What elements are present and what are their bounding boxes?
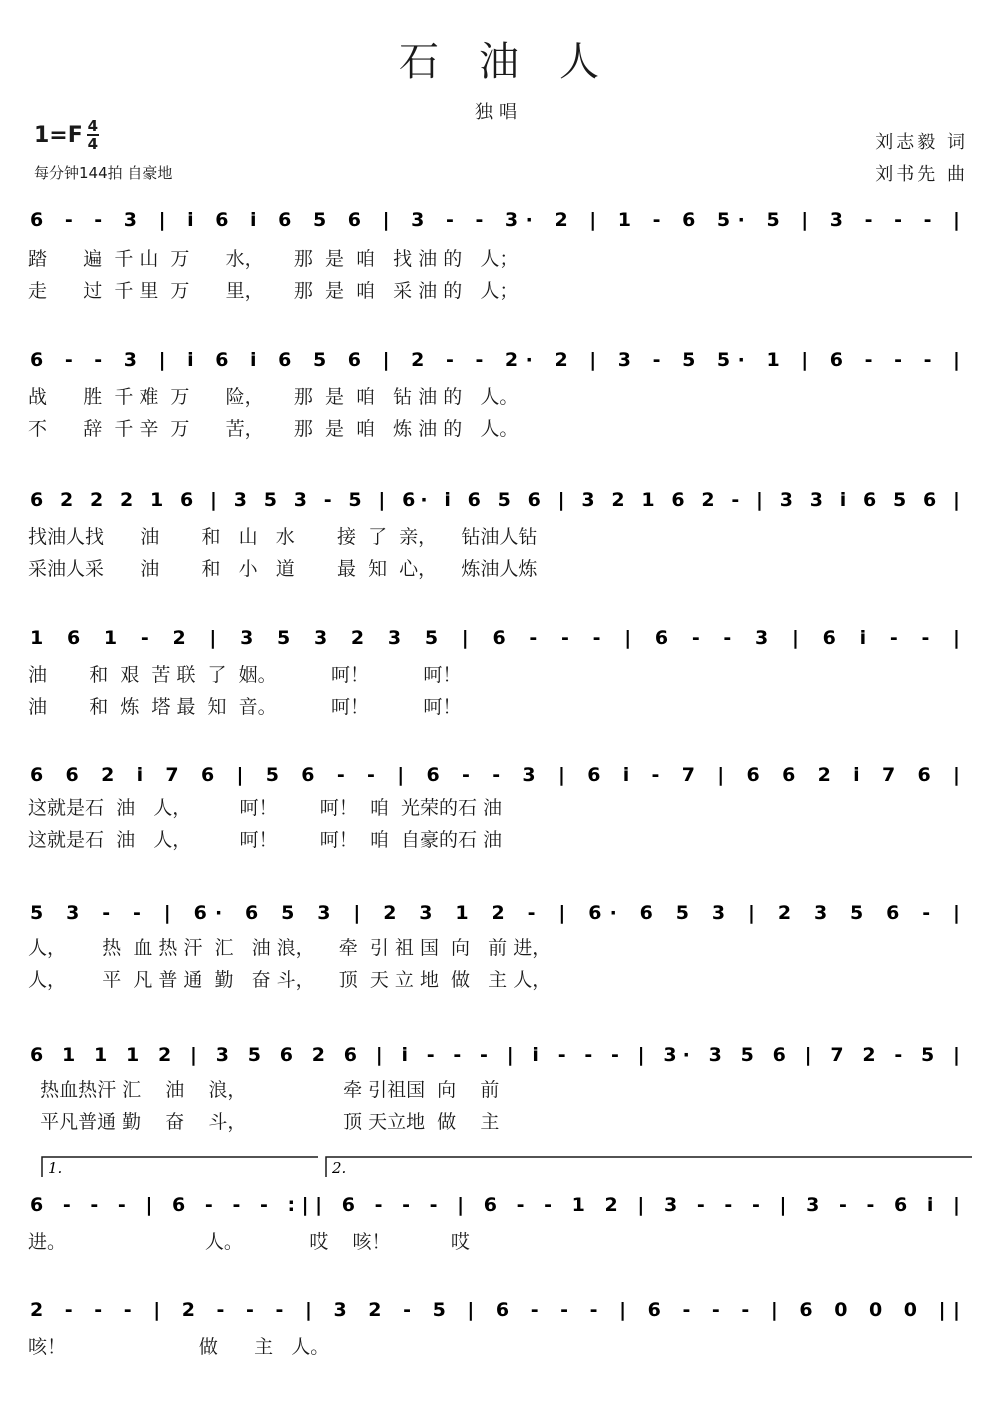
key-signature <box>34 118 99 152</box>
lyric-verse-1: 踏 遍 千 山 万 水， 那 是 咱 找 油 的 人； <box>28 248 519 270</box>
tempo-marking: 每分钟144拍 自豪地 <box>34 164 173 182</box>
note-row: 6 - - 3 | i 6 i 6 5 6 | 3 - - 3· 2 | 1 - 6 5· 5 | 3 - - - | <box>30 209 961 231</box>
volta-1-label: 1. <box>48 1159 63 1177</box>
lyric-verse-1: 热血热汗 汇 油 浪， 牵 引祖国 向 前 <box>28 1079 500 1101</box>
key-label: 1=F <box>34 122 83 148</box>
lyric-verse-1: 找油人找 油 和 山 水 接 了 亲， 钻油人钻 <box>28 526 538 548</box>
composer-credit: 刘书先 曲 <box>875 164 968 185</box>
lyric-verse-2: 这就是石 油 人， 呵！ 呵！ 咱 自豪的石 油 <box>28 829 502 851</box>
note-row: 1 6 1 - 2 | 3 5 3 2 3 5 | 6 - - - | 6 - - 3 | 6 i - - | <box>30 627 960 649</box>
time-top: 4 <box>87 117 98 135</box>
lyric-verse-2: 油 和 炼 塔 最 知 音。 呵！ 呵！ <box>28 696 462 718</box>
note-row: 6 1 1 1 2 | 3 5 6 2 6 | i - - - | i - - - | 3· 3 5 6 | 7 2 - 5 | <box>30 1044 960 1066</box>
lyric-verse-1: 战 胜 千 难 万 险， 那 是 咱 钻 油 的 人。 <box>28 386 519 408</box>
note-row: 2 - - - | 2 - - - | 3 2 - 5 | 6 - - - | 6 - - - | 6 0 0 0 || <box>30 1299 961 1321</box>
volta-2-label: 2. <box>332 1159 347 1177</box>
lyric-verse-1: 这就是石 油 人， 呵！ 呵！ 咱 光荣的石 油 <box>28 797 502 819</box>
lyric-verse-1: 人， 热 血 热 汗 汇 油 浪， 牵 引 祖 国 向 前 进， <box>28 937 552 959</box>
note-row: 6 - - 3 | i 6 i 6 5 6 | 2 - - 2· 2 | 3 - 5 5· 1 | 6 - - - | <box>30 349 961 371</box>
lyric-verse-2: 走 过 千 里 万 里， 那 是 咱 采 油 的 人； <box>28 280 519 302</box>
lyricist-credit: 刘志毅 词 <box>875 132 968 153</box>
note-row: 6 6 2 i 7 6 | 5 6 - - | 6 - - 3 | 6 i - 7 | 6 6 2 i 7 6 | <box>30 764 961 786</box>
lyric-verse-1: 咳！ 做 主 人。 <box>28 1336 330 1358</box>
note-row: 6 2 2 2 1 6 | 3 5 3 - 5 | 6· i 6 5 6 | 3 2 1 6 2 - | 3 3 i 6 5 6 | <box>30 489 961 511</box>
lyric-verse-2: 平凡普通 勤 奋 斗， 顶 天立地 做 主 <box>28 1111 500 1133</box>
volta-1-bracket <box>42 1157 318 1177</box>
volta-brackets <box>0 1155 998 1185</box>
notation-svg <box>0 200 998 250</box>
lyric-verse-2: 不 辞 千 辛 万 苦， 那 是 咱 炼 油 的 人。 <box>28 418 519 440</box>
time-signature <box>87 118 99 152</box>
lyric-verse-2: 人， 平 凡 普 通 勤 奋 斗， 顶 天 立 地 做 主 人， <box>28 969 552 991</box>
note-row: 6 - - - | 6 - - - :|| 6 - - - | 6 - - 1 2 | 3 - - - | 3 - - 6 i | <box>30 1194 960 1216</box>
notation-line <box>0 200 998 250</box>
song-title: 石油人 <box>399 39 639 85</box>
time-bottom: 4 <box>87 135 98 153</box>
lyric-verse-1: 进。 人。 哎 咳！ 哎 <box>28 1231 470 1253</box>
performance-type: 独唱 <box>475 102 523 123</box>
volta-2-bracket <box>326 1157 972 1177</box>
note-row: 5 3 - - | 6· 6 5 3 | 2 3 1 2 - | 6· 6 5 3 | 2 3 5 6 - | <box>30 902 960 924</box>
lyric-verse-2: 采油人采 油 和 小 道 最 知 心， 炼油人炼 <box>28 558 538 580</box>
lyric-verse-1: 油 和 艰 苦 联 了 姻。 呵！ 呵！ <box>28 664 462 686</box>
